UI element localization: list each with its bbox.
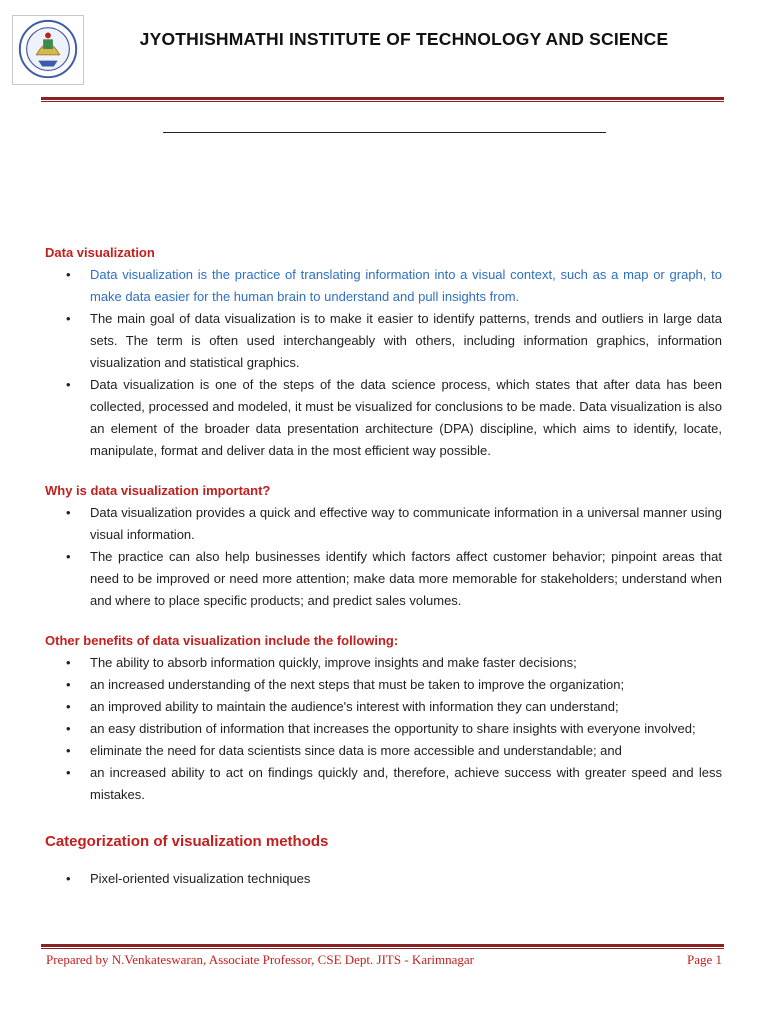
page-body (45, 242, 722, 890)
bullet-icon: • (66, 655, 71, 670)
list-item: • The main goal of data visualization is to make it easier to identify patterns, trends and outliers in large data sets. The term is often used interchangeably with others, including information graphics, information visualization and statistical graphics. (45, 308, 722, 374)
bullet-icon: • (66, 871, 71, 886)
categorization-list (45, 868, 722, 890)
list-item: • The practice can also help businesses identify which factors affect customer behavior; pinpoint areas that need to be improved or need more attention; make data more memorable for stakeholders; understand when and where to place specific products; and predict sales volumes. (45, 546, 722, 612)
list-item: • an increased understanding of the next steps that must be taken to improve the organization; (45, 674, 722, 696)
section-heading-data-visualization: Data visualization (45, 245, 155, 260)
list-item: • The ability to absorb information quickly, improve insights and make faster decisions; (45, 652, 722, 674)
college-logo (12, 15, 84, 85)
section-heading-other-benefits: Other benefits of data visualization include the following: (45, 633, 399, 648)
header-rule (41, 97, 724, 100)
list-item: • an improved ability to maintain the audience's interest with information they can understand; (45, 696, 722, 718)
data-visualization-list (45, 264, 722, 462)
footer-prepared-by: Prepared by N.Venkateswaran, Associate Professor, CSE Dept. JITS - Karimnagar (46, 952, 475, 967)
college-emblem-icon (13, 16, 83, 84)
institute-title: JYOTHISHMATHI INSTITUTE OF TECHNOLOGY AND SCIENCE (139, 29, 669, 49)
bullet-icon: • (66, 699, 71, 714)
bullet-icon: • (66, 743, 71, 758)
bullet-icon: • (66, 377, 71, 392)
bullet-icon: • (66, 505, 71, 520)
bullet-icon: • (66, 267, 71, 282)
list-item: • eliminate the need for data scientists since data is more accessible and understandable; and (45, 740, 722, 762)
header-rule-thin (41, 101, 724, 102)
bullet-icon: • (66, 721, 71, 736)
bullet-icon: • (66, 549, 71, 564)
footer-rule (41, 944, 724, 947)
bullet-icon: • (66, 677, 71, 692)
list-item: • Data visualization provides a quick and effective way to communicate information in a universal manner using visual information. (45, 502, 722, 546)
title-underline (163, 132, 606, 133)
bullet-icon: • (66, 311, 71, 326)
list-item: • Data visualization is one of the steps of the data science process, which states that after data has been collected, processed and modeled, it must be visualized for conclusions to be made. Data visualization is also an element of the broader data presentation architecture (DPA) discipline, which aims to identify, locate, manipulate, format and deliver data in the most efficient way possible. (45, 374, 722, 462)
list-item: • an increased ability to act on findings quickly and, therefore, achieve success with greater speed and less mistakes. (45, 762, 722, 806)
bullet-icon: • (66, 765, 71, 780)
footer-rule-thin (41, 948, 724, 949)
list-item: • Pixel-oriented visualization techniques (45, 868, 722, 890)
other-benefits-list (45, 652, 722, 806)
why-important-list (45, 502, 722, 612)
section-heading-why-important: Why is data visualization important? (45, 483, 271, 498)
page-number: Page 1 (686, 952, 722, 967)
list-item: • an easy distribution of information that increases the opportunity to share insights with everyone involved; (45, 718, 722, 740)
list-item: • Data visualization is the practice of translating information into a visual context, such as a map or graph, to make data easier for the human brain to understand and pull insights from. (45, 264, 722, 308)
section-heading-categorization: Categorization of visualization methods (45, 833, 329, 850)
